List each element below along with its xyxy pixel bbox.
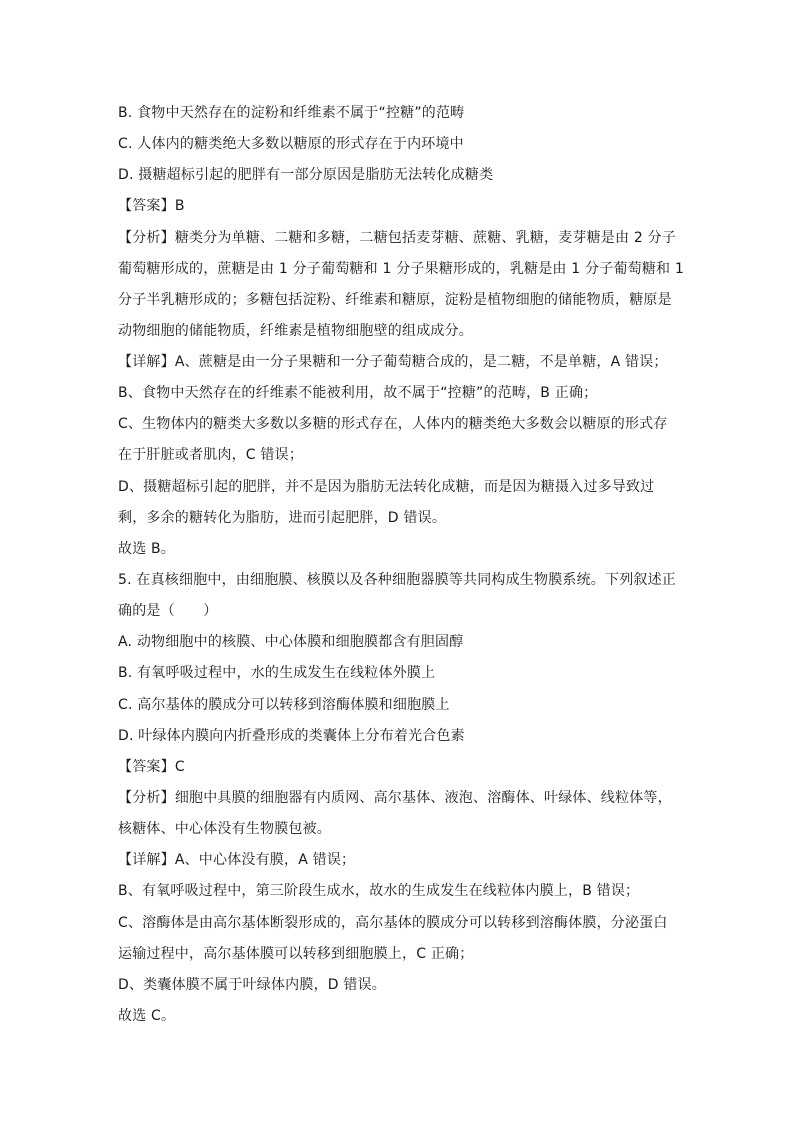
- q5-option-a: A. 动物细胞中的核膜、中心体膜和细胞膜都含有胆固醇: [118, 634, 464, 650]
- answer-value: C: [174, 759, 185, 775]
- q5-detail-line-1: [118, 850, 678, 870]
- q5-detail-line-3: C、溶酶体是由高尔基体断裂形成的，高尔基体的膜成分可以转移到溶酶体膜，分泌蛋白: [118, 915, 668, 931]
- detail-tag: 【详解】: [118, 354, 175, 370]
- q4-analysis-line-2: 葡萄糖形成的，蔗糖是由 1 分子葡萄糖和 1 分子果糖形成的，乳糖是由 1 分子葡萄糖和 1: [118, 261, 684, 277]
- q5-stem-line-1: 5. 在真核细胞中，由细胞膜、核膜以及各种细胞器膜等共同构成生物膜系统。下列叙述正: [118, 572, 677, 588]
- q5-option-d: D. 叶绿体内膜向内折叠形成的类囊体上分布着光合色素: [118, 728, 465, 744]
- q5-conclusion: 故选 C。: [118, 1008, 176, 1024]
- q4-detail-line-1: [118, 352, 678, 372]
- analysis-text: 糖类分为单糖、二糖和多糖，二糖包括麦芽糖、蔗糖、乳糖，麦芽糖是由 2 分子: [174, 230, 677, 246]
- q4-detail-line-2: B、食物中天然存在的纤维素不能被利用，故不属于“控糖”的范畴，B 正确；: [118, 385, 598, 401]
- q4-detail-line-6: 剩，多余的糖转化为脂肪，进而引起肥胖，D 错误。: [118, 510, 447, 526]
- q5-detail-line-2: B、有氧呼吸过程中，第三阶段生成水，故水的生成发生在线粒体内膜上，B 错误；: [118, 883, 640, 899]
- answer-tag: 【答案】: [118, 198, 175, 214]
- q4-option-c: C. 人体内的糖类绝大多数以糖原的形式存在于内环境中: [118, 136, 464, 152]
- analysis-tag: 【分析】: [118, 790, 175, 806]
- q5-option-c: C. 高尔基体的膜成分可以转移到溶酶体膜和细胞膜上: [118, 697, 450, 713]
- answer-value: B: [174, 198, 185, 214]
- q4-analysis-line-4: 动物细胞的储能物质，纤维素是植物细胞壁的组成成分。: [118, 323, 473, 339]
- q4-analysis-line-3: 分子半乳糖形成的；多糖包括淀粉、纤维素和糖原，淀粉是植物细胞的储能物质，糖原是: [118, 292, 672, 308]
- q5-detail-line-5: D、类囊体膜不属于叶绿体内膜，D 错误。: [118, 977, 387, 993]
- q5-detail-line-4: 运输过程中，高尔基体膜可以转移到细胞膜上，C 正确；: [118, 946, 474, 962]
- q4-analysis-line-1: [118, 228, 678, 248]
- q4-detail-line-5: D、摄糖超标引起的肥胖，并不是因为脂肪无法转化成糖，而是因为糖摄入过多导致过: [118, 479, 655, 495]
- q4-option-d: D. 摄糖超标引起的肥胖有一部分原因是脂肪无法转化成糖类: [118, 167, 494, 183]
- detail-tag: 【详解】: [118, 852, 175, 868]
- q4-option-b: B. 食物中天然存在的淀粉和纤维素不属于“控糖”的范畴: [118, 105, 465, 121]
- answer-tag: 【答案】: [118, 759, 175, 775]
- q4-answer: [118, 196, 678, 216]
- q5-answer: [118, 757, 678, 777]
- q5-stem-line-2: 确的是（ ）: [118, 603, 218, 619]
- detail-text: A、蔗糖是由一分子果糖和一分子葡萄糖合成的，是二糖，不是单糖，A 错误；: [174, 354, 668, 370]
- analysis-tag: 【分析】: [118, 230, 175, 246]
- detail-text: A、中心体没有膜，A 错误；: [174, 852, 356, 868]
- q5-option-b: B. 有氧呼吸过程中，水的生成发生在线粒体外膜上: [118, 665, 436, 681]
- analysis-text: 细胞中具膜的细胞器有内质网、高尔基体、液泡、溶酶体、叶绿体、线粒体等，: [174, 790, 672, 806]
- q4-detail-line-3: C、生物体内的糖类大多数以多糖的形式存在，人体内的糖类绝大多数会以糖原的形式存: [118, 416, 668, 432]
- q5-analysis-line-2: 核糖体、中心体没有生物膜包被。: [118, 821, 331, 837]
- q5-analysis-line-1: [118, 788, 678, 808]
- q4-detail-line-4: 在于肝脏或者肌肉，C 错误；: [118, 447, 304, 463]
- q4-conclusion: 故选 B。: [118, 541, 176, 557]
